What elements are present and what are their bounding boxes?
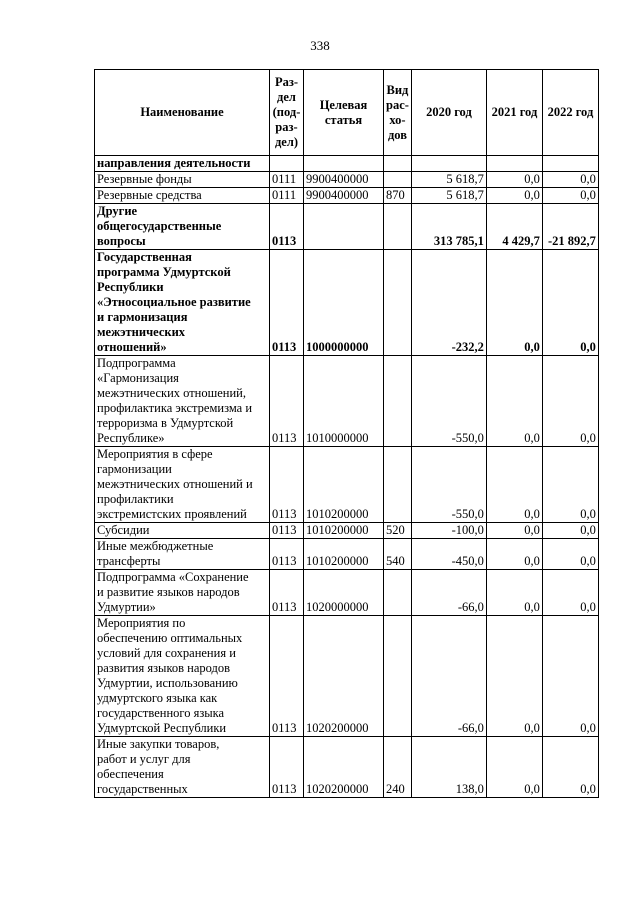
header-2022 [542,70,598,156]
cell-y2020: -550,0 [411,356,486,447]
cell-name: Подпрограмма «Гармонизация межэтнических отношений, профилактика экстремизма и терроризма в Удмуртской Республике» [95,356,270,447]
cell-y2022: 0,0 [542,616,598,737]
cell-razdel: 0113 [270,356,304,447]
header-razdel [270,70,304,156]
cell-y2021: 0,0 [486,737,542,798]
cell-vid [384,204,412,250]
cell-y2022: 0,0 [542,188,598,204]
cell-name: Государственная программа Удмуртской Республики «Этносоциальное развитие и гармонизация межэтнических отношений» [95,250,270,356]
cell-vid [384,447,412,523]
cell-name: Подпрограмма «Сохранение и развитие языков народов Удмуртии» [95,570,270,616]
header-2021-label: 2021 год [491,105,538,119]
cell-razdel: 0113 [270,204,304,250]
table-row [95,172,599,188]
cell-y2020: -66,0 [411,616,486,737]
cell-y2021: 0,0 [486,188,542,204]
cell-name: Резервные фонды [95,172,270,188]
cell-y2021: 0,0 [486,172,542,188]
cell-name: Мероприятия по обеспечению оптимальных условий для сохранения и развития языков народов Удмуртии, использованию удмуртского языка как государственного языка Удмуртской Республики [95,616,270,737]
cell-y2021: 4 429,7 [486,204,542,250]
table-row [95,204,599,250]
cell-y2022: 0,0 [542,356,598,447]
header-target-label: Целевая статья [319,97,368,127]
header-target [304,70,384,156]
cell-y2021: 0,0 [486,447,542,523]
cell-razdel: 0113 [270,523,304,539]
cell-y2020: 138,0 [411,737,486,798]
header-name-label: Наименование [140,105,224,119]
cell-vid [384,172,412,188]
cell-y2022: 0,0 [542,447,598,523]
table-row [95,539,599,570]
table-header-row [95,70,599,156]
cell-target: 9900400000 [304,172,384,188]
cell-razdel: 0113 [270,539,304,570]
cell-target: 1010000000 [304,356,384,447]
cell-name: Мероприятия в сфере гармонизации межэтнических отношений и профилактики экстремистских проявлений [95,447,270,523]
cell-vid [384,156,412,172]
header-razdel-label: Раз- дел (под- раз- дел) [272,75,301,149]
table-row [95,250,599,356]
cell-razdel: 0111 [270,188,304,204]
header-name [95,70,270,156]
table-row [95,356,599,447]
table-body [95,156,599,798]
cell-razdel: 0113 [270,570,304,616]
cell-y2022 [542,156,598,172]
cell-target: 1020200000 [304,737,384,798]
budget-table [94,69,599,798]
cell-y2021: 0,0 [486,570,542,616]
cell-name: Другие общегосударственные вопросы [95,204,270,250]
cell-y2020: -450,0 [411,539,486,570]
cell-y2021 [486,156,542,172]
cell-y2021: 0,0 [486,616,542,737]
header-2020 [411,70,486,156]
cell-target: 1020200000 [304,616,384,737]
header-2020-label: 2020 год [426,105,472,119]
cell-name: Субсидии [95,523,270,539]
cell-target: 1010200000 [304,523,384,539]
cell-y2022: 0,0 [542,250,598,356]
cell-razdel: 0113 [270,447,304,523]
cell-target [304,204,384,250]
cell-y2020: 313 785,1 [411,204,486,250]
cell-razdel: 0111 [270,172,304,188]
cell-target: 1010200000 [304,539,384,570]
cell-vid: 520 [384,523,412,539]
cell-vid [384,356,412,447]
table-row [95,570,599,616]
table-row [95,156,599,172]
cell-y2020: -100,0 [411,523,486,539]
cell-y2022: 0,0 [542,570,598,616]
cell-target: 1020000000 [304,570,384,616]
cell-y2021: 0,0 [486,523,542,539]
cell-y2020: -550,0 [411,447,486,523]
table-row [95,447,599,523]
header-2021 [486,70,542,156]
cell-y2022: 0,0 [542,523,598,539]
cell-y2020: -66,0 [411,570,486,616]
header-vid-label: Вид рас- хо- дов [386,82,409,142]
page-number: 338 [310,38,330,53]
cell-target: 1000000000 [304,250,384,356]
cell-name: Иные межбюджетные трансферты [95,539,270,570]
cell-vid [384,250,412,356]
cell-y2020: 5 618,7 [411,172,486,188]
cell-vid: 540 [384,539,412,570]
cell-vid: 870 [384,188,412,204]
cell-target: 9900400000 [304,188,384,204]
cell-name: Резервные средства [95,188,270,204]
cell-target: 1010200000 [304,447,384,523]
cell-y2022: 0,0 [542,539,598,570]
cell-y2022: 0,0 [542,737,598,798]
header-vid [384,70,412,156]
cell-vid: 240 [384,737,412,798]
cell-name: направления деятельности [95,156,270,172]
table-row [95,737,599,798]
cell-y2022: -21 892,7 [542,204,598,250]
cell-razdel [270,156,304,172]
cell-razdel: 0113 [270,250,304,356]
cell-razdel: 0113 [270,616,304,737]
cell-y2022: 0,0 [542,172,598,188]
cell-razdel: 0113 [270,737,304,798]
table-row [95,616,599,737]
cell-y2020 [411,156,486,172]
cell-vid [384,570,412,616]
cell-name: Иные закупки товаров, работ и услуг для обеспечения государственных [95,737,270,798]
cell-y2021: 0,0 [486,356,542,447]
cell-y2021: 0,0 [486,539,542,570]
cell-vid [384,616,412,737]
header-2022-label: 2022 год [547,105,594,119]
cell-y2020: 5 618,7 [411,188,486,204]
cell-y2021: 0,0 [486,250,542,356]
cell-y2020: -232,2 [411,250,486,356]
table-row [95,523,599,539]
table-row [95,188,599,204]
cell-target [304,156,384,172]
